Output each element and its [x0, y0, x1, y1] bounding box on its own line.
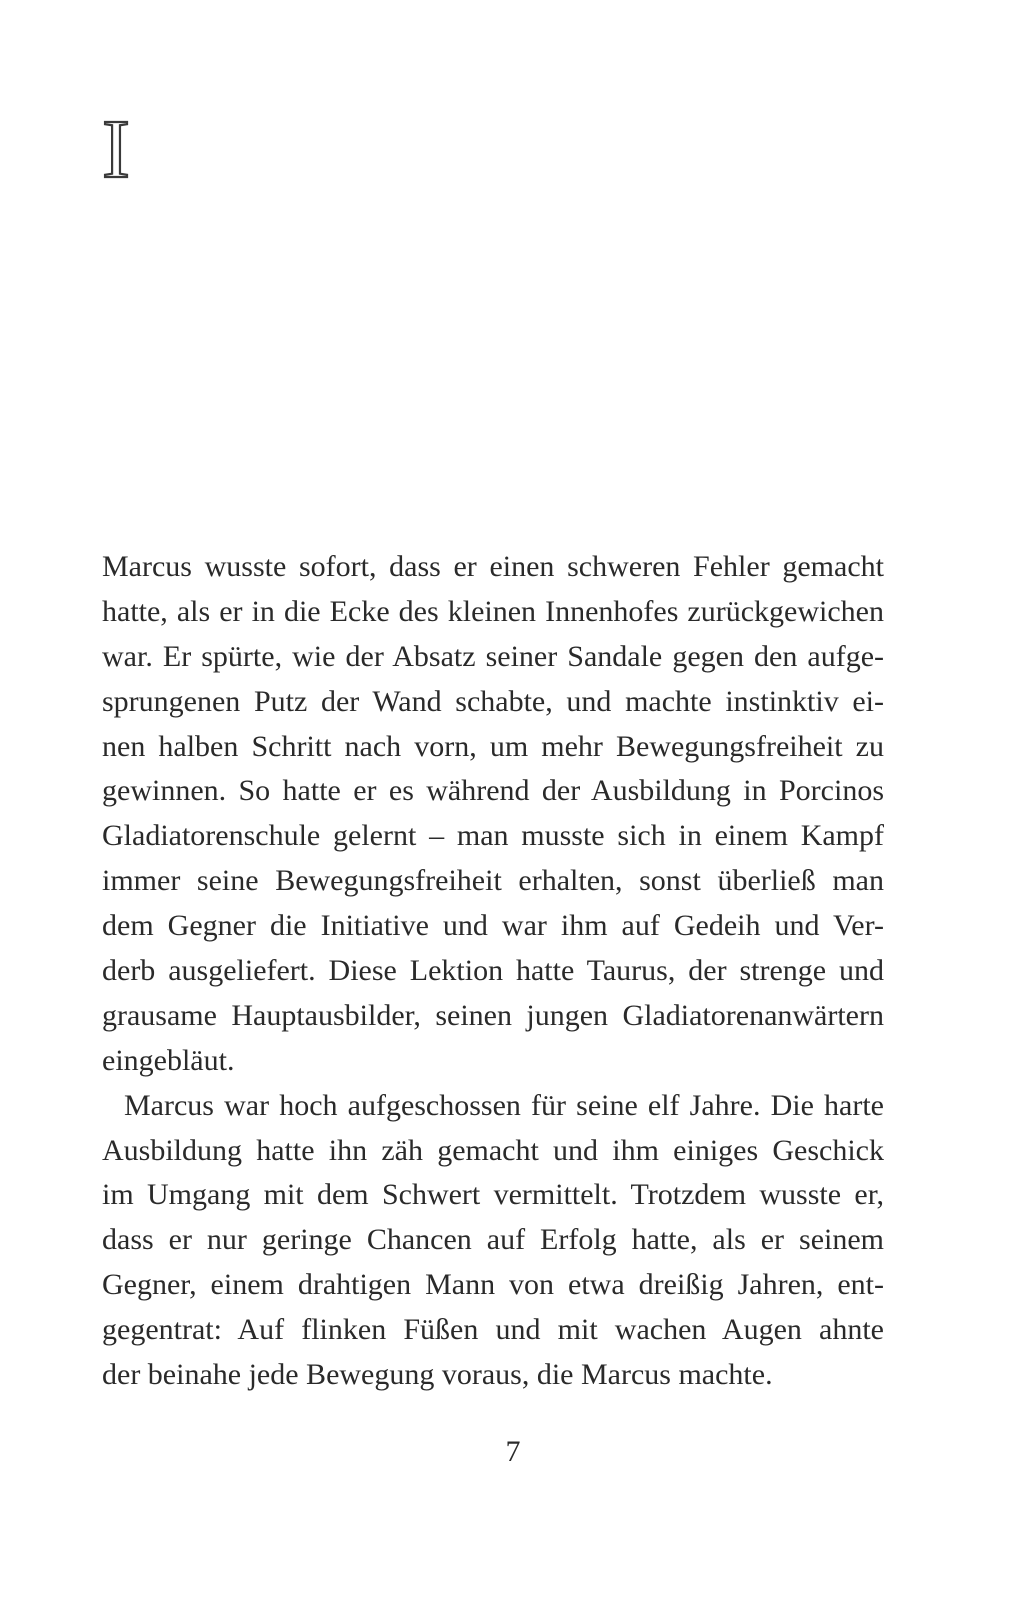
text-line: Gegner, einem drahtigen Mann von etwa dreißig Jahren, ent-	[102, 1268, 884, 1302]
text-line: eingebläut.	[102, 1043, 235, 1077]
page-number: 7	[505, 1435, 521, 1468]
text-line: Marcus war hoch aufgeschossen für seine elf Jahre. Die harte	[124, 1088, 884, 1122]
text-line: derb ausgeliefert. Diese Lektion hatte Taurus, der strenge und	[102, 954, 884, 988]
paragraph-2	[102, 1084, 884, 1398]
text-line: gegentrat: Auf flinken Füßen und mit wachen Augen ahnte	[102, 1313, 884, 1347]
text-line: war. Er spürte, wie der Absatz seiner Sandale gegen den aufge-	[102, 639, 884, 673]
text-line: sprungenen Putz der Wand schabte, und machte instinktiv ei-	[102, 684, 884, 718]
text-line: gewinnen. So hatte er es während der Ausbildung in Porcinos	[102, 774, 884, 808]
text-line: nen halben Schritt nach vorn, um mehr Bewegungsfreiheit zu	[102, 729, 884, 763]
text-line: Marcus wusste sofort, dass er einen schweren Fehler gemacht	[102, 550, 884, 583]
text-line: Ausbildung hatte ihn zäh gemacht und ihm einiges Geschick	[102, 1133, 884, 1167]
text-line: immer seine Bewegungsfreiheit erhalten, sonst überließ man	[102, 864, 884, 898]
text-line: im Umgang mit dem Schwert vermittelt. Trotzdem wusste er,	[102, 1178, 884, 1212]
text-line: dem Gegner die Initiative und war ihm auf Gedeih und Ver-	[102, 909, 884, 943]
text-line: grausame Hauptausbilder, seinen jungen Gladiatorenanwärtern	[102, 998, 884, 1032]
body-text	[102, 545, 884, 1398]
text-line: Gladiatorenschule gelernt – man musste sich in einem Kampf	[102, 819, 884, 853]
text-line: dass er nur geringe Chancen auf Erfolg hatte, als er seinem	[102, 1223, 884, 1257]
text-line: hatte, als er in die Ecke des kleinen Innenhofes zurückgewichen	[102, 594, 884, 628]
chapter-number: I	[102, 103, 130, 196]
paragraph-1	[102, 545, 884, 1084]
text-line: der beinahe jede Bewegung voraus, die Marcus machte.	[102, 1358, 773, 1392]
